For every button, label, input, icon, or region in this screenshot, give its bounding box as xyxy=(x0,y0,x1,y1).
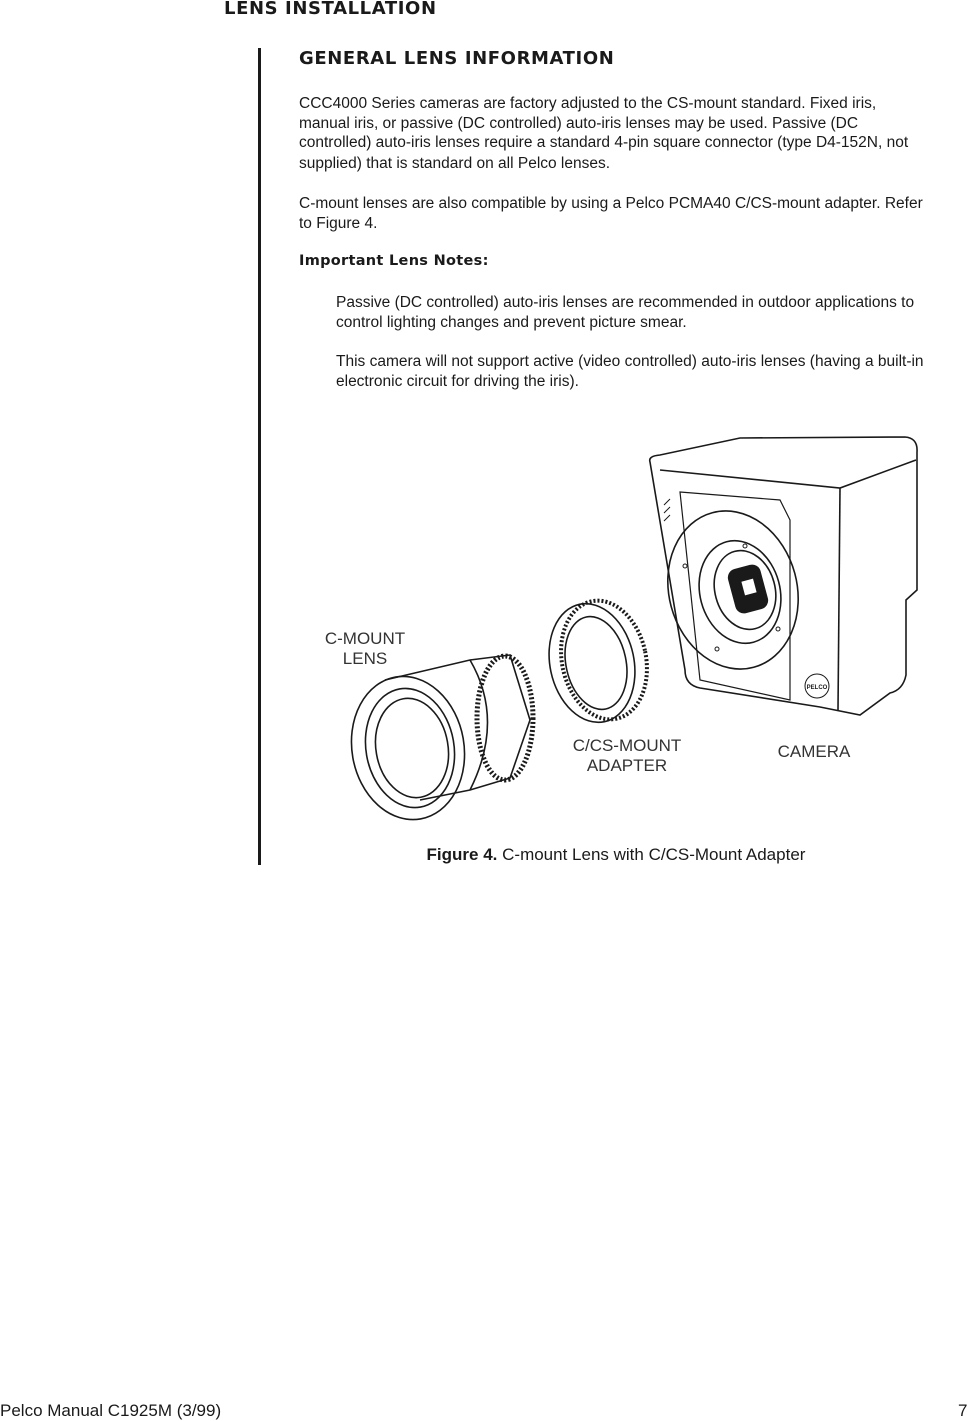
text-line: supplied) that is standard on all Pelco lenses. xyxy=(299,154,611,172)
adapter-drawing xyxy=(538,593,657,731)
label-c-mount-lens xyxy=(310,629,420,669)
label-line: C-MOUNT xyxy=(324,629,406,648)
text-line: This camera will not support active (video controlled) auto-iris lenses (having a built-in xyxy=(336,353,924,370)
label-line: LENS xyxy=(342,649,388,668)
lens-drawing xyxy=(340,655,533,829)
label-line: ADAPTER xyxy=(586,756,668,775)
camera-drawing xyxy=(650,437,917,715)
subsection-title: GENERAL LENS INFORMATION xyxy=(299,48,615,69)
text-line: C-mount lenses are also compatible by using a Pelco PCMA40 C/CS-mount adapter. Refer xyxy=(299,195,923,212)
text-line: to Figure 4. xyxy=(299,214,378,232)
page-number: 7 xyxy=(958,1401,968,1420)
pelco-logo: PELCO xyxy=(806,685,828,691)
text-line: manual iris, or passive (DC controlled) auto-iris lenses may be used. Passive (DC xyxy=(299,114,859,132)
figure-caption xyxy=(0,845,972,865)
text-line: control lighting changes and prevent picture smear. xyxy=(336,313,687,331)
label-adapter xyxy=(557,736,697,776)
text-line: controlled) auto-iris lenses require a standard 4-pin square connector (type D4-152N, not xyxy=(299,134,909,151)
notes-heading: Important Lens Notes: xyxy=(299,253,489,269)
text-line: CCC4000 Series cameras are factory adjusted to the CS-mount standard. Fixed iris, xyxy=(299,95,877,112)
caption-prefix: Figure 4. xyxy=(426,845,498,864)
section-title: LENS INSTALLATION xyxy=(224,0,437,19)
text-line: electronic circuit for driving the iris). xyxy=(336,372,579,390)
text-line: Passive (DC controlled) auto-iris lenses are recommended in outdoor applications to xyxy=(336,294,915,311)
footer-manual-id: Pelco Manual C1925M (3/99) xyxy=(0,1401,222,1420)
caption-text: C-mount Lens with C/CS-Mount Adapter xyxy=(497,845,806,864)
label-line: C/CS-MOUNT xyxy=(572,736,682,755)
label-camera: CAMERA xyxy=(777,742,851,761)
